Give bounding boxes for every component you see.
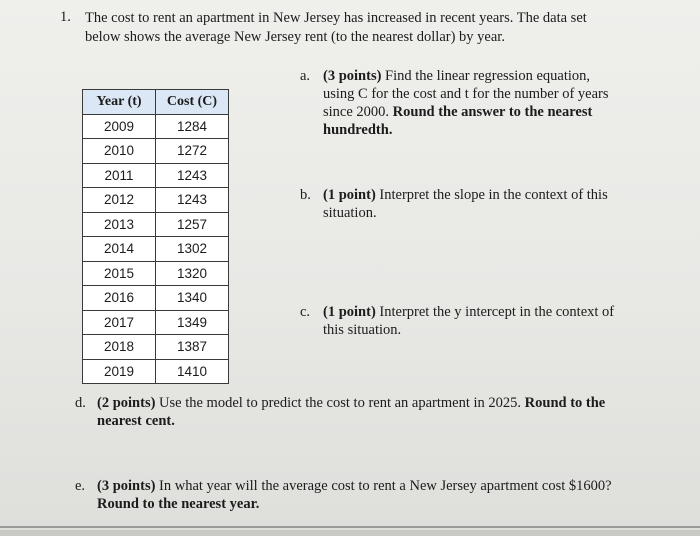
part-d-line-2: nearest cent. <box>97 413 175 429</box>
year-cell: 2014 <box>83 237 156 262</box>
cost-cell: 1257 <box>156 212 229 237</box>
table-row <box>83 261 229 286</box>
year-cell: 2010 <box>83 139 156 164</box>
table-row <box>83 188 229 213</box>
cost-cell: 1387 <box>156 335 229 360</box>
part-d-line-1: (2 points) Use the model to predict the cost to rent an apartment in 2025. Round to the <box>97 395 606 411</box>
header-cost: Cost (C) <box>156 90 229 115</box>
table-row <box>83 212 229 237</box>
part-b-line-2: situation. <box>323 205 377 221</box>
year-cell: 2012 <box>83 188 156 213</box>
table-row <box>83 163 229 188</box>
part-d-points: (2 points) <box>97 395 156 411</box>
part-c-label: c. <box>300 304 311 320</box>
part-c-points: (1 point) <box>323 304 376 320</box>
table-row <box>83 139 229 164</box>
part-d-text <box>97 394 657 430</box>
year-cell: 2009 <box>83 114 156 139</box>
part-e-label: e. <box>75 478 86 494</box>
page-bottom-edge <box>0 526 700 528</box>
part-b-line-1: (1 point) Interpret the slope in the context of this <box>323 187 608 203</box>
cost-cell: 1340 <box>156 286 229 311</box>
table-row <box>83 310 229 335</box>
year-cell: 2011 <box>83 163 156 188</box>
part-a-line-3: since 2000. Round the answer to the nearest <box>323 104 593 120</box>
part-c-line-2: this situation. <box>323 322 402 338</box>
part-a-line-2: using C for the cost and t for the number of years <box>323 86 609 102</box>
part-c-text <box>323 303 653 339</box>
part-e-points: (3 points) <box>97 478 156 494</box>
part-b-points: (1 point) <box>323 187 376 203</box>
part-a-label: a. <box>300 68 311 84</box>
part-e-line-1: (3 points) In what year will the average cost to rent a New Jersey apartment cost $1600? <box>97 478 612 494</box>
rent-data-table <box>82 89 229 384</box>
table-row <box>83 335 229 360</box>
table-row <box>83 286 229 311</box>
table-header-row <box>83 90 229 115</box>
cost-cell: 1272 <box>156 139 229 164</box>
table-row <box>83 237 229 262</box>
part-e-text <box>97 477 677 513</box>
part-a-points: (3 points) <box>323 68 382 84</box>
year-cell: 2018 <box>83 335 156 360</box>
question-intro-line-1: The cost to rent an apartment in New Jersey has increased in recent years. The data set <box>85 10 587 26</box>
cost-cell: 1410 <box>156 359 229 384</box>
year-cell: 2013 <box>83 212 156 237</box>
cost-cell: 1243 <box>156 163 229 188</box>
question-intro-line-2: below shows the average New Jersey rent (to the nearest dollar) by year. <box>85 29 505 45</box>
question-number: 1. <box>60 9 71 25</box>
cost-cell: 1243 <box>156 188 229 213</box>
page-bottom-strip <box>0 530 700 536</box>
year-cell: 2015 <box>83 261 156 286</box>
part-e-line-2: Round to the nearest year. <box>97 496 260 512</box>
part-b-text <box>323 186 643 222</box>
table-row <box>83 359 229 384</box>
part-c-line-1: (1 point) Interpret the y intercept in the context of <box>323 304 615 320</box>
cost-cell: 1320 <box>156 261 229 286</box>
cost-cell: 1284 <box>156 114 229 139</box>
table-row <box>83 114 229 139</box>
part-a-line-1: (3 points) Find the linear regression equation, <box>323 68 591 84</box>
part-b-label: b. <box>300 187 311 203</box>
cost-cell: 1302 <box>156 237 229 262</box>
part-a-line-4: hundredth. <box>323 122 393 138</box>
part-d-label: d. <box>75 395 86 411</box>
part-a-text <box>323 67 643 139</box>
header-year: Year (t) <box>83 90 156 115</box>
cost-cell: 1349 <box>156 310 229 335</box>
year-cell: 2017 <box>83 310 156 335</box>
year-cell: 2016 <box>83 286 156 311</box>
year-cell: 2019 <box>83 359 156 384</box>
